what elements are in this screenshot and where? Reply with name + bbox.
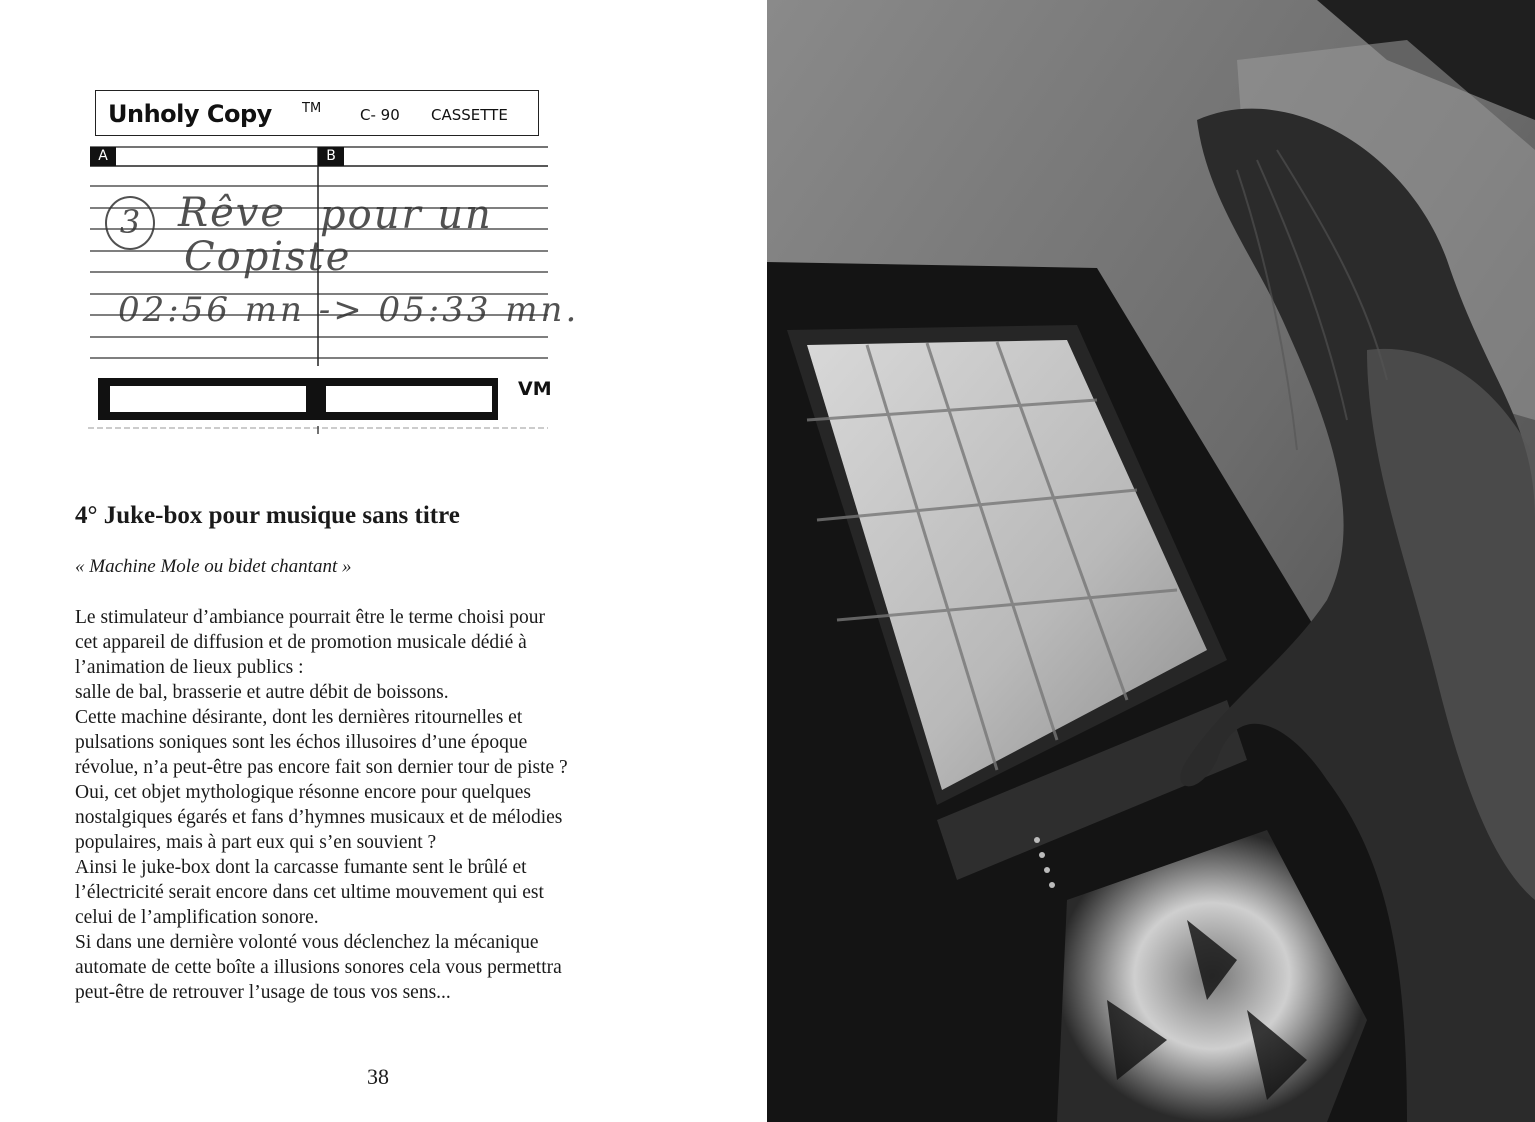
body-line: Le stimulateur d’ambiance pourrait être le terme choisi pour [75,607,545,628]
body-line: celui de l’amplification sonore. [75,907,319,928]
article-subtitle: « Machine Mole ou bidet chantant » [75,556,352,577]
body-line: Ainsi le juke-box dont la carcasse fumante sent le brûlé et [75,857,527,878]
article-heading: 4° Juke-box pour musique sans titre [75,502,460,529]
article-body [75,605,655,1005]
cassette-trademark: TM [302,101,322,116]
body-line: Si dans une dernière volonté vous déclenchez la mécanique [75,932,539,953]
cassette-logo: VM [518,378,552,400]
body-line: pulsations soniques sont les échos illusoires d’une époque [75,732,528,753]
body-line: Cette machine désirante, dont les dernières ritournelles et [75,707,523,728]
body-line: peut-être de retrouver l’usage de tous vos sens... [75,982,451,1003]
handwritten-line-1a: Rêve [178,190,287,236]
body-line: automate de cette boîte a illusions sonores cela vous permettra [75,957,562,978]
side-a-marker: A [90,147,116,166]
cassette-label [88,86,580,436]
cassette-label-text: CASSETTE [431,106,508,124]
body-line: révolue, n’a peut-être pas encore fait son dernier tour de piste ? [75,757,568,778]
left-page [0,0,767,1122]
body-line: Oui, cet objet mythologique résonne encore pour quelques [75,782,531,803]
handwritten-line-3: 02:56 mn -> 05:33 mn. [118,290,580,330]
body-line: populaires, mais à part eux qui s’en souvient ? [75,832,437,853]
jukebox-photo-icon [767,0,1535,1122]
body-line: cet appareil de diffusion et de promotion musicale dédié à [75,632,527,653]
handwritten-line-2: Copiste [184,234,352,280]
body-line: nostalgiques égarés et fans d’hymnes musicaux et de mélodies [75,807,563,828]
body-line: salle de bal, brasserie et autre débit de boissons. [75,682,449,703]
handwritten-number: 3 [105,196,155,250]
cassette-brand: Unholy Copy [108,100,272,128]
page-number: 38 [367,1064,389,1089]
cassette-brand-box [95,90,539,136]
body-line: l’animation de lieux publics : [75,657,304,678]
body-line: l’électricité serait encore dans cet ultime mouvement qui est [75,882,544,903]
cassette-type: C- 90 [360,106,400,124]
handwritten-line-1b: pour un [320,192,493,238]
side-b-marker: B [318,147,344,166]
jukebox-photo [767,0,1535,1122]
